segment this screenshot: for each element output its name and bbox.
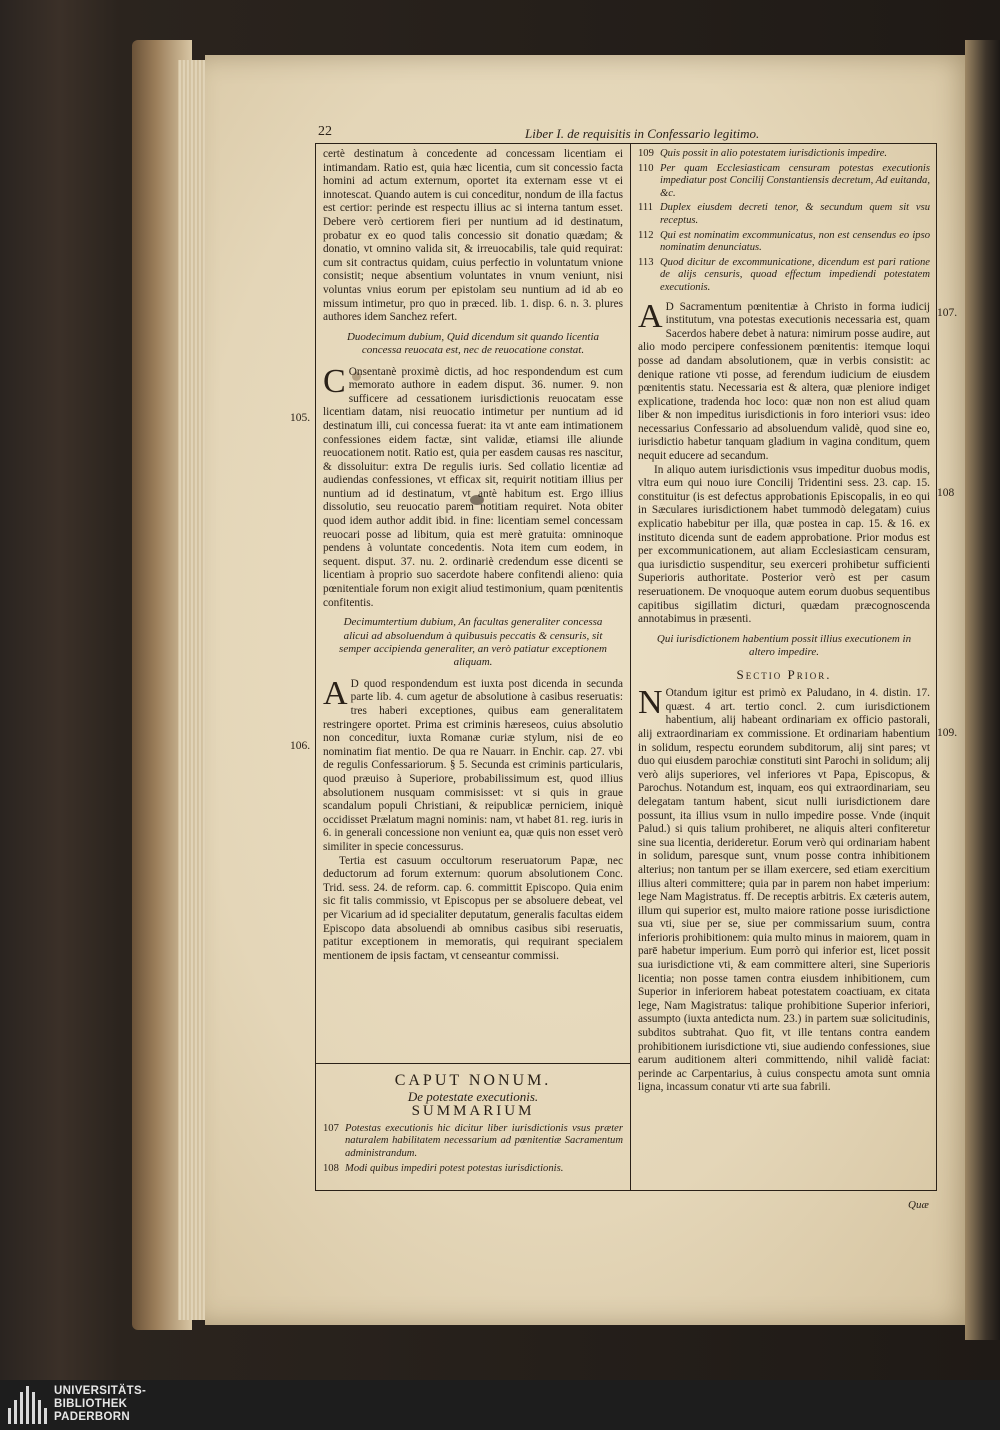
drop-cap: N (638, 684, 663, 722)
library-logo-icon (8, 1386, 46, 1424)
running-head: Liber I. de requisitis in Confessario legitimo. (525, 126, 760, 141)
section-title: Sectio Prior. (736, 666, 832, 682)
summary-item: 110 Per quam Ecclesiasticam censuram potestas executionis impediatur post Concilij Constantiensis decretum, Ad euitanda, &c. (638, 162, 930, 199)
page-number: 22 (318, 124, 332, 139)
drop-cap: A (638, 297, 663, 335)
paragraph-106-continued: Tertia est casuum occultorum reseruatorum Papæ, nec deductorum ad forum externum: quorum absolutionem Conc. Trid. sess. 24. de reform. cap. 6. committit Episcopo. Quia enim sic fit talis commissio, vt Episcopus per se absoluere debeat, vel per Vicarium ad id specialiter deputatum, generalis facultas eidem Episcopo data absoluendi ab omnibus casibus sibi reseruatis, patitur exceptionem in memoratis, qui requirant specialem mentionem de ipsis factam, vt censeantur commissi. (323, 854, 623, 962)
summary-item: 113 Quod dicitur de excommunicatione, dicendum est pari ratione de alijs censuris, quoad effectum impediendi potestatem executionis. (638, 256, 930, 293)
chapter-block (323, 1066, 623, 1177)
top-rule (315, 143, 936, 144)
paragraph-108: In aliquo autem iurisdictionis vsus impeditur duobus modis, vltra eum qui nouo iure Concilij Tridentini sess. 23. cap. 15. constituitur (is est defectus approbationis Episcopalis, in eo qui in Sæculares iurisdictionem habet tummodò delegatam) cuius explicatio habebitur per illa, quæ postea in cap. 15. & 16. ex instituto dicenda sunt de eadem approbatione. Prior modus est per excommunicationem, aut aliam Ecclesiasticam censuram, qua iurisdictio suspenditur, seu exerceri prohibetur sufficienti Superioris authoritate. Posterior verò est per casum reseruationem. De vnoquoque autem eorum duobus sequentibus capitibus sigillatim dicturi, quædam præcognoscenda annotabimus in præsenti. (638, 463, 930, 626)
margin-number-106: 106. (290, 740, 311, 752)
catchword: Quæ (908, 1199, 929, 1211)
paragraph-106: D quod respondendum est iuxta post dicenda in secunda parte lib. 4. cum agetur de absolutione à casibus reseruatis: tres haberi exceptiones, quibus eam generalitatem restringere oportet. Prima est criminis hæreseos, cuius absolutio non conceditur, iuxta Romanæ curiæ stylum, nisi de eo nominatim fiat mentio. De qua re Nauarr. in Enchir. cap. 27. vbi de regulis Confessariorum. § 5. Secunda est criminis particularis, quod præuiso à Superiore, probabilissimum est, quod illius absolutionem nusquam commisisset: vt si quis in graue scandalum populi Christiani, & reipublicæ perniciem, iniquè occidisset Prælatum magni nominis: nam, vt habet 81. reg. iuris in 6. in generali concessione non veniunt ea, quæ quis non esset verò similiter in specie concessurus. (323, 677, 623, 853)
column-rule (630, 143, 631, 1191)
bottom-rule (315, 1190, 936, 1191)
left-column (323, 148, 623, 963)
summary-heading: SUMMARIUM (411, 1103, 535, 1120)
summary-item: 108 Modi quibus impediri potest potestas iurisdictionis. (323, 1162, 564, 1174)
drop-cap: A (323, 674, 348, 712)
chapter-title: CAPUT NONUM. (394, 1072, 552, 1089)
margin-number-109: 109. (937, 727, 958, 739)
drop-cap: C (323, 362, 346, 400)
summary-item: 107 Potestas executionis hic dicitur liber iurisdictionis vsus præter naturalem habilitatem necessarium ad pœnitentiæ Sacramentum administrandum. (323, 1122, 623, 1159)
paragraph-109: Otandum igitur est primò ex Paludano, in 4. distin. 17. quæst. 4 art. tertio concl. 2. cum iurisdictionem habentium, alij habeant ordinariam ex officio pastorali, alij extraordinariam ex commissione. Et ordinariam habentium in solidum, respectu eorundem subditorum, alij sint pares; vt duo qui eiusdem parochiæ constituti sint Parochi in solidum; alij verò alijs superiores, vel inferiores vt Papa, Episcopus, & Parochus. Notandum est, inquam, eos qui extraordinariam, seu delegatam tantum habent, sicut nulli iurisdictionem dare possunt, ita illius vsum in nullo impedire posse. Vnde (inquit Palud.) si quis talium prohiberet, ne aliquis alteri confiteretur sine sua licentia, derideretur. Eorum verò qui ordinariam habent in solidum, paresque sunt, vnum posse contra inhibitionem alterius; non tantum per se illam exercere, sed etiam exercitium illius alteri committere; quia par in parem non habet imperium: lege Nam Magistratus. ff. De receptis arbitris. Ex cæteris autem, illum qui superior est, multo maiore ratione posse iurisdictione sua vti, siue per se, siue per commissarium suum, contra inferioris prohibitionem: quia multo minus in maiorem, quam in parē habetur imperium. Eum porrò qui inferior est, licet possit sua iurisdictione vti, & eam committere alteri, sine Superioris licentia; non posse tamen contra eiusdem inhibitionem, cum Superior in inferiorem habeat potestatem coactiuam, ex citata lege, Nam Magistratus: talique prohibitione Superior inferiori, assumpto (iuxta antedicta num. 23.) in partem suæ solicitudinis, subditos subtrahat. Quo fit, vt ille tentans contra eandem prohibitionem iurisdictione vti, siue audiendo confessiones, siue earum auditionem alteri committendo, nihil validè faciat: perinde ac Carpentarius, à cuius conspectu amota sunt omnia ligna, incassum conatur vti arte sua fabrili. (638, 687, 930, 1094)
margin-number-107: 107. (937, 307, 958, 319)
library-name: UNIVERSITÄTS- BIBLIOTHEK PADERBORN (54, 1385, 147, 1423)
summary-item: 109 Quis possit in alio potestatem iurisdictionis impedire. (638, 148, 888, 159)
question-thirteen: Decimumtertium dubium, An facultas generaliter concessa alicui ad absoluendum à quibusuis peccatis & censuris, sit semper accipienda generaliter, an verò patiatur exceptionem aliquam. (339, 616, 607, 669)
summary-item: 111 Duplex eiusdem decreti tenor, & secundum quem sit vsu receptus. (638, 202, 930, 226)
margin-number-108: 108 (937, 487, 955, 499)
summary-item: 112 Qui est nominatim excommunicatus, non est censendus eo ipso nominatim denunciatus. (638, 229, 930, 254)
chapter-subtitle: De potestate executionis. (407, 1088, 539, 1104)
chapter-rule (315, 1063, 630, 1064)
paragraph-continued: certè destinatum à concedente ad concessam licentiam ei intimandam. Ratio est, quia hæc licentia, cum sit concessio facta homini ad actum externum, oportet ita externam esse vt ei innotescat. Quando autem is cui conceditur, nondum de illa factus est certior: perinde est respectu illius ac si interna tantum esset. Debere verò certiorem fieri per nuntium ad id destinatum, probatur ex eo quod talis concessio sit donatio quædam; & donatio, vt omnino valida sit, & irreuocabilis, tale quid requirat: cum sit contractus quidam, cuius perfectio in voluntatum vnione consistit; neque absentium voluntates in vnum veniunt, nisi voluntas vnius eorum per epistolam seu nuntium ad id ab eo missum intimetur, pro quo in præced. lib. 1. disp. 6. n. 3. plures authores idem Sanchez refert. (323, 148, 623, 324)
margin-number-105: 105. (290, 412, 311, 424)
section-question: Qui iurisdictionem habentium possit illius executionem in altero impedire. (656, 632, 912, 659)
paragraph-107: D Sacramentum pœnitentiæ à Christo in forma iudicij institutum, vna potestas executionis necessaria est, quam Sacerdos habere debet à natura: nimirum posse audire, aut alio modo percipere confessionem pœnitentis: itemque loqui posse ad dandam absolutionem, quæ in verbis consistit: ac denique ratione vti posse, ad ferendum iudicium de eiusdem pœnitentis statu. Necessaria est & altera, quæ pleniore indiget explicatione, tradenda hoc loco: quæ non non est aliud quam liber & non impeditus iurisdictionis in foro interiori vsus: ideo necessarius Confessario ad absoluendum validè, quod sine eo, iurisdictio habetur tanquam gladium in vagina conditum, quem nequit educere ad secandum. (638, 300, 930, 463)
right-column (638, 148, 930, 1095)
question-twelve: Duodecimum dubium, Quid dicendum sit quando licentia concessa reuocata est, nec de reuocatione constat. (346, 330, 600, 357)
paragraph-105: Onsentanè proximè dictis, ad hoc respondendum est cum memorato authore in eadem disput. 36. numer. 9. non sufficere ad cessationem iurisdictionis reuocatam esse licentiam datam, nisi reuocatio intimetur per nuntium ad id destinatum illi, cui concessa fuerat: ita vt ante eam intimationem confessiones eidem factæ, sint validæ, etiamsi ille aliunde reuocationem notit. Ratio est, quia per easdem causas res nascitur, & dissoluitur: extra De regulis iuris. Sed collatio licentiæ ad audiendas confessiones, vt efficax sit, requirit notitiam illius per nuntium ad id destinatum, vt antè habitum est. Ergo illius dissolutio, seu reuocatio parem notitiam requiret. Nota obiter quod idem author addit ibid. in fine: licentiam semel concessam reuocari posse ad libitum, quia est merè gratuita: omninoque pendens à voluntate concedentis. Nota item cum eodem, in sequent. disput. 37. nu. 2. ordinariè credendum esse dicenti se licentiam à proprio suo sacerdote habere confitendi alieno: quia pœnitentiale forum non exigit aliud testimonium, quam pœnitentis confitentis. (323, 365, 623, 609)
library-footer (0, 1380, 1000, 1430)
book-gutter (965, 40, 1000, 1340)
